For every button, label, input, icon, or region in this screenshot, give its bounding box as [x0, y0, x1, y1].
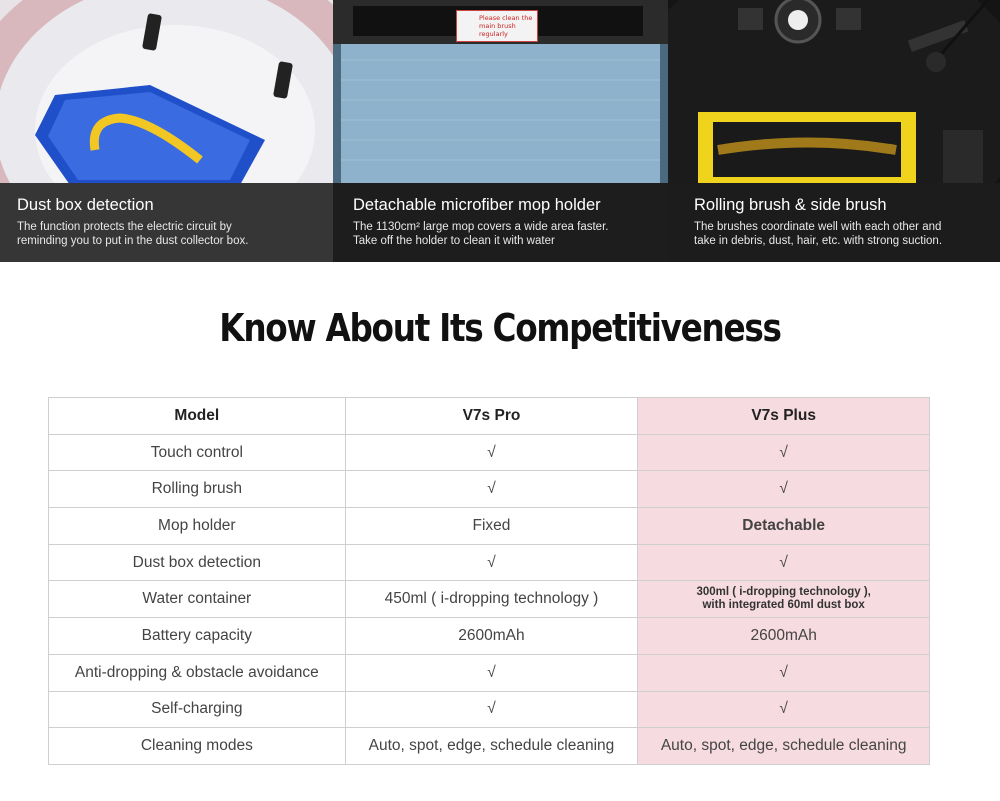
- comparison-table: [48, 397, 930, 765]
- feature-title: Dust box detection: [17, 196, 154, 214]
- feature-cell: Touch control: [49, 434, 346, 471]
- v7s-pro-cell: 450ml ( i-dropping technology ): [345, 581, 638, 618]
- v7s-plus-cell: Auto, spot, edge, schedule cleaning: [638, 728, 930, 765]
- feature-description: The 1130cm² large mop covers a wide area faster. Take off the holder to clean it with water: [353, 221, 609, 247]
- v7s-plus-cell: √: [638, 544, 930, 581]
- feature-cell: Rolling brush: [49, 471, 346, 508]
- v7s-pro-cell: Fixed: [345, 508, 638, 545]
- v7s-plus-cell: √: [638, 471, 930, 508]
- header-model: Model: [49, 398, 346, 435]
- v7s-pro-cell: 2600mAh: [345, 618, 638, 655]
- table-row: [49, 691, 930, 728]
- feature-cell: Self-charging: [49, 691, 346, 728]
- v7s-pro-cell: √: [345, 471, 638, 508]
- v7s-pro-cell: √: [345, 434, 638, 471]
- table-row: [49, 471, 930, 508]
- feature-cell: Battery capacity: [49, 618, 346, 655]
- header-v7s-plus: V7s Plus: [638, 398, 930, 435]
- table-row: [49, 581, 930, 618]
- feature-cell: Cleaning modes: [49, 728, 346, 765]
- dust-box-photo: [0, 0, 333, 183]
- feature-cell: Dust box detection: [49, 544, 346, 581]
- feature-description: The function protects the electric circuit by reminding you to put in the dust collector box.: [17, 221, 249, 247]
- table-row: [49, 508, 930, 545]
- feature-strip: [0, 0, 1000, 262]
- feature-rolling-brush: [668, 0, 1000, 262]
- section-heading: Know About Its Competitiveness: [219, 306, 781, 350]
- feature-caption: [668, 183, 1000, 262]
- v7s-plus-cell: Detachable: [638, 508, 930, 545]
- table-row: [49, 618, 930, 655]
- feature-dust-box: [0, 0, 333, 262]
- feature-mop-holder: [333, 0, 668, 262]
- v7s-pro-cell: √: [345, 654, 638, 691]
- feature-cell: Anti-dropping & obstacle avoidance: [49, 654, 346, 691]
- feature-title: Detachable microfiber mop holder: [353, 196, 601, 214]
- v7s-plus-cell: √: [638, 691, 930, 728]
- v7s-plus-cell: 2600mAh: [638, 618, 930, 655]
- v7s-pro-cell: √: [345, 544, 638, 581]
- feature-title: Rolling brush & side brush: [694, 196, 887, 214]
- feature-caption: [333, 183, 668, 262]
- feature-description: The brushes coordinate well with each other and take in debris, dust, hair, etc. with strong suction.: [694, 221, 943, 247]
- v7s-pro-cell: Auto, spot, edge, schedule cleaning: [345, 728, 638, 765]
- warning-sticker-text: Please clean the main brush regularly: [479, 14, 533, 38]
- v7s-plus-cell: 300ml ( i-dropping technology ), with integrated 60ml dust box: [638, 581, 930, 618]
- feature-cell: Mop holder: [49, 508, 346, 545]
- feature-cell: Water container: [49, 581, 346, 618]
- header-v7s-pro: V7s Pro: [345, 398, 638, 435]
- v7s-plus-cell: √: [638, 434, 930, 471]
- v7s-pro-cell: √: [345, 691, 638, 728]
- table-header-row: [49, 398, 930, 435]
- rolling-brush-photo: [668, 0, 1000, 183]
- warning-sticker: [456, 10, 538, 42]
- v7s-plus-cell: √: [638, 654, 930, 691]
- table-row: [49, 544, 930, 581]
- table-row: [49, 654, 930, 691]
- table-row: [49, 728, 930, 765]
- feature-caption: [0, 183, 333, 262]
- table-row: [49, 434, 930, 471]
